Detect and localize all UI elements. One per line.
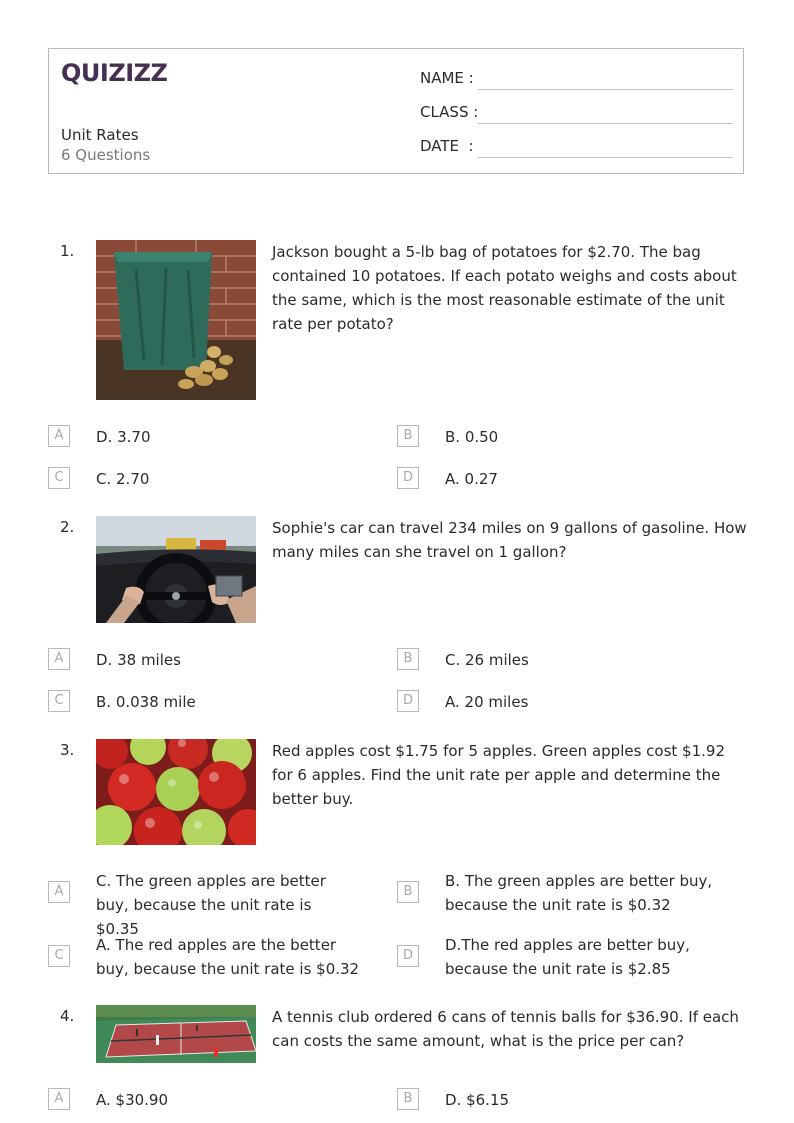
name-line [478,89,733,90]
question-number: 3. [60,741,75,759]
date-label: DATE : [420,137,474,155]
date-line [478,157,733,158]
question-number: 2. [60,518,75,536]
question-text: Jackson bought a 5-lb bag of potatoes for $2.70. The bag contained 10 potatoes. If each potato weighs and costs about the same, which is the most reasonable estimate of the unit rate per potato? [272,243,737,333]
answer-option[interactable]: A. 0.27 [445,470,498,488]
question-number: 1. [60,242,75,260]
question-count: 6 Questions [61,146,151,164]
potato-bag-image [96,240,256,400]
question-number: 4. [60,1007,75,1025]
apples-image [96,739,256,845]
option-letter-box[interactable]: C [48,945,70,967]
option-letter-box[interactable]: A [48,425,70,447]
option-letter-box[interactable]: B [397,1088,419,1110]
answer-option[interactable]: A. 20 miles [445,693,529,711]
option-letter-box[interactable]: D [397,467,419,489]
option-letter-box[interactable]: A [48,1088,70,1110]
question-text: Red apples cost $1.75 for 5 apples. Green apples cost $1.92 for 6 apples. Find the unit rate per apple and determine the better buy. [272,742,726,808]
answer-option[interactable]: C. The green apples are better buy, because the unit rate is $0.35 [96,872,326,938]
option-letter-box[interactable]: C [48,690,70,712]
answer-option[interactable]: B. 0.50 [445,428,499,446]
answer-option[interactable]: A. $30.90 [96,1091,169,1109]
answer-option[interactable]: D. $6.15 [445,1091,510,1109]
answer-option[interactable]: B. 0.038 mile [96,693,196,711]
answer-option[interactable]: D. 3.70 [96,428,151,446]
quizizz-logo: QUIZIZZ [61,59,168,87]
answer-option[interactable]: D.The red apples are better buy, because the unit rate is $2.85 [445,936,690,978]
option-letter-box[interactable]: B [397,425,419,447]
option-letter-box[interactable]: B [397,881,419,903]
question-text: Sophie's car can travel 234 miles on 9 gallons of gasoline. How many miles can she travel on 1 gallon? [272,519,747,561]
worksheet-header [48,48,744,174]
option-letter-box[interactable]: C [48,467,70,489]
class-line [478,123,733,124]
option-letter-box[interactable]: A [48,881,70,903]
question-text: A tennis club ordered 6 cans of tennis balls for $36.90. If each can costs the same amount, what is the price per can? [272,1008,739,1050]
answer-option[interactable]: C. 26 miles [445,651,529,669]
option-letter-box[interactable]: A [48,648,70,670]
option-letter-box[interactable]: D [397,690,419,712]
option-letter-box[interactable]: B [397,648,419,670]
answer-option[interactable]: A. The red apples are the better buy, because the unit rate is $0.32 [96,936,360,978]
class-label: CLASS : [420,103,479,121]
tennis-courts-image [96,1005,256,1063]
car-steering-wheel-image [96,516,256,623]
option-letter-box[interactable]: D [397,945,419,967]
name-label: NAME : [420,69,474,87]
answer-option[interactable]: D. 38 miles [96,651,181,669]
worksheet-title: Unit Rates [61,126,139,144]
answer-option[interactable]: C. 2.70 [96,470,150,488]
answer-option[interactable]: B. The green apples are better buy, because the unit rate is $0.32 [445,872,713,914]
